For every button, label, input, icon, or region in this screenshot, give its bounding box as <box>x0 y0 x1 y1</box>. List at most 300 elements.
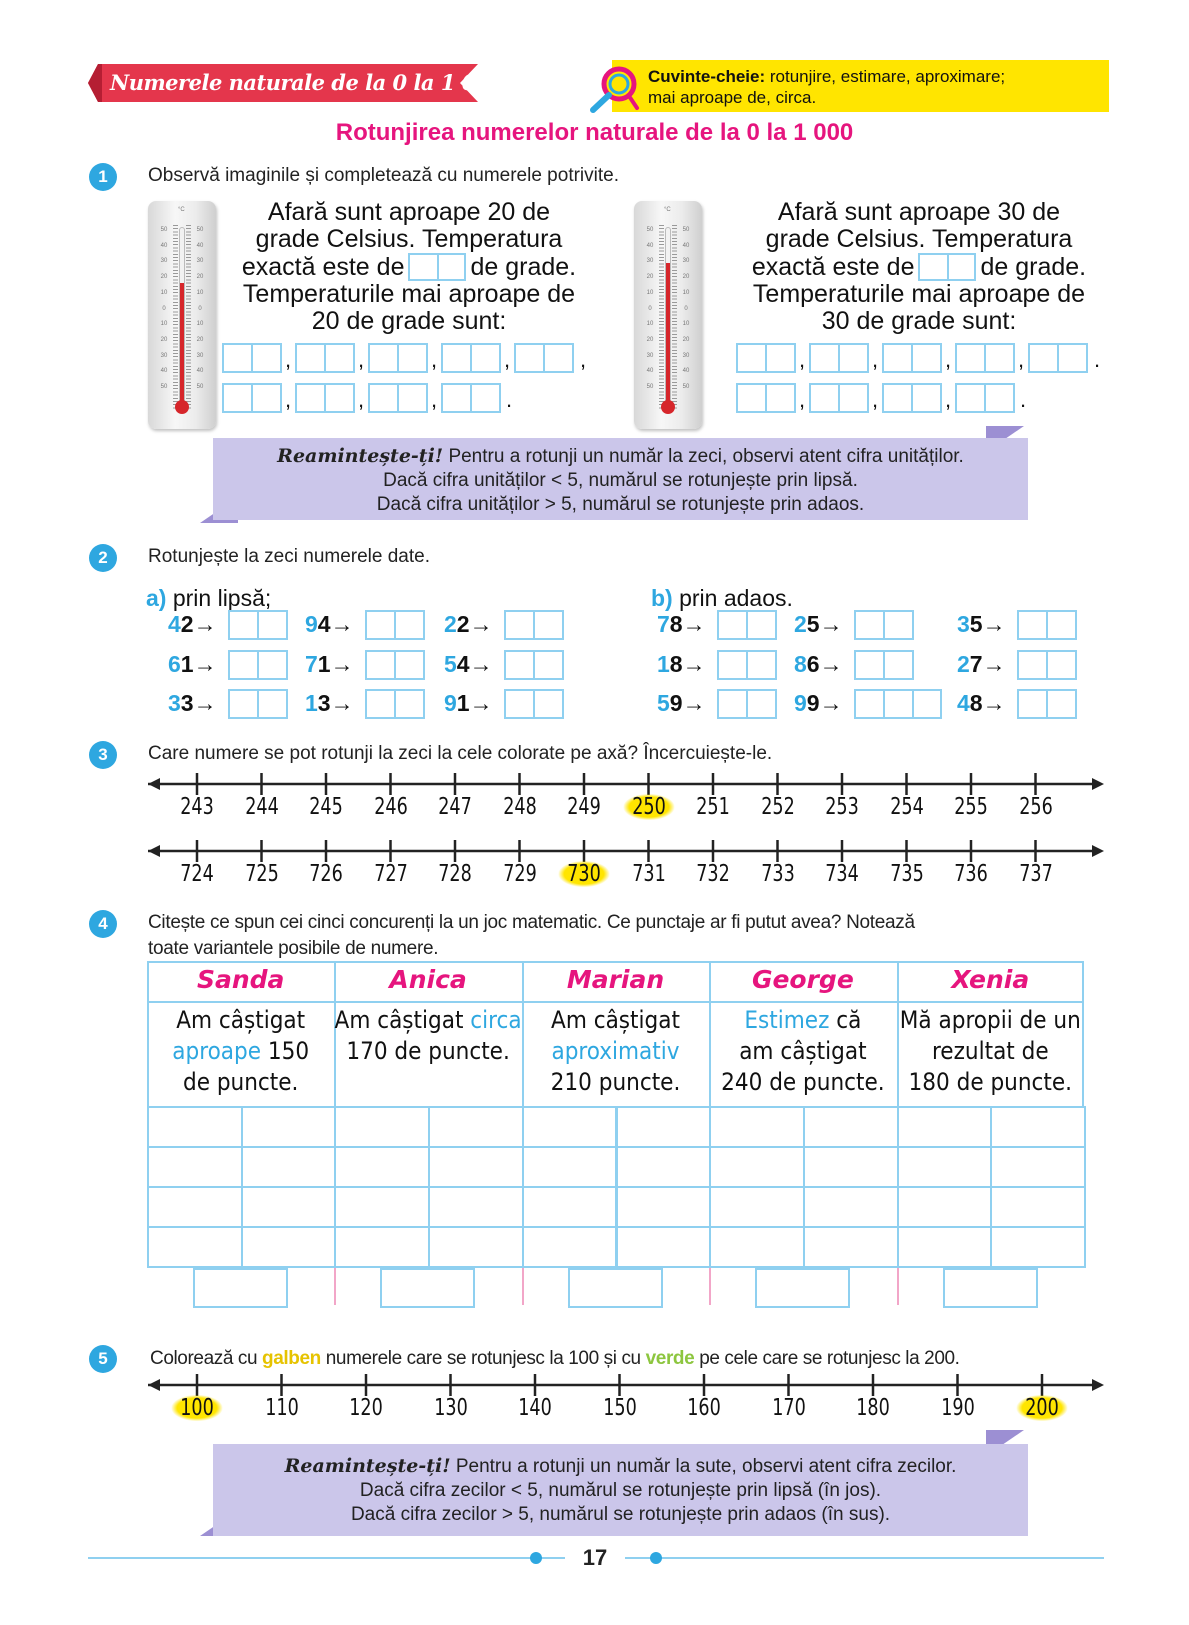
digit-units: 3 <box>317 690 331 716</box>
digit-tens: 4 <box>957 690 970 716</box>
axis-label[interactable]: 737 <box>1018 861 1053 887</box>
answer-cell[interactable] <box>334 1226 430 1268</box>
axis-label[interactable]: 256 <box>1018 794 1053 820</box>
thermo-scale-label: 50 <box>196 384 204 391</box>
answer-box[interactable] <box>717 689 777 719</box>
quote-line: de puncte. <box>182 1068 299 1096</box>
quote-line <box>897 1005 1084 1036</box>
quote-line: 240 de puncte. <box>721 1068 885 1096</box>
comma: , <box>799 347 806 372</box>
thermo-ticks <box>186 225 191 409</box>
axis-label[interactable]: 140 <box>518 1395 552 1421</box>
digit-units: 8 <box>669 611 683 637</box>
axis-label[interactable]: 728 <box>438 861 472 887</box>
answer-cell[interactable] <box>897 1226 993 1268</box>
axis-label[interactable]: 190 <box>940 1395 975 1421</box>
axis-label[interactable]: 246 <box>373 794 408 820</box>
answer-cell[interactable] <box>380 1268 475 1308</box>
answer-cell[interactable] <box>568 1268 663 1308</box>
reminder-line: Pentru a rotunji un număr la zeci, observi atent cifra unităților. <box>448 446 964 467</box>
answer-cell[interactable] <box>943 1268 1038 1308</box>
answer-cell[interactable] <box>334 1186 430 1228</box>
answer-cell[interactable] <box>990 1226 1086 1268</box>
answer-box[interactable] <box>717 610 777 640</box>
rounding-item <box>444 651 493 678</box>
answer-box[interactable] <box>228 689 288 719</box>
quote-part: Am câștigat <box>176 1006 306 1034</box>
arrow-icon: → <box>469 690 493 716</box>
axis-label[interactable]: 245 <box>309 794 343 820</box>
arrow-icon: → <box>682 611 706 637</box>
quote-line: 210 puncte. <box>550 1068 681 1096</box>
quote-line <box>334 1005 521 1036</box>
exercise-1-right-text <box>728 199 1110 335</box>
digit-units: 2 <box>456 611 470 637</box>
thermo-scale-label: 40 <box>682 368 690 375</box>
digit-tens: 3 <box>168 690 181 716</box>
left-text-part: exactă este de <box>241 253 405 281</box>
answer-box[interactable] <box>365 689 425 719</box>
answer-box[interactable] <box>365 610 425 640</box>
quote-part: Am câștigat <box>551 1006 680 1034</box>
arrow-icon: → <box>682 651 706 677</box>
reminder-heading: Reamintește-ți! <box>284 1455 451 1477</box>
reminder-box-2 <box>213 1444 1028 1536</box>
thermo-scale-left <box>642 223 658 396</box>
answer-cell[interactable] <box>616 1146 712 1188</box>
comma: , <box>872 387 879 412</box>
answer-cell[interactable] <box>334 1146 430 1188</box>
axis-label[interactable]: 731 <box>631 861 666 887</box>
digit-tens: 4 <box>168 611 181 637</box>
digit-units: 1 <box>317 651 331 677</box>
arrow-right-icon <box>1092 1379 1104 1391</box>
exercise-5-instruction <box>150 1348 960 1370</box>
thermo-ticks <box>672 225 677 409</box>
thermo-scale-label: 20 <box>682 336 690 343</box>
quote-part: rezultat de <box>931 1037 1049 1065</box>
quote-line <box>522 1036 709 1067</box>
right-text-part: de grade. <box>980 253 1087 281</box>
answer-box[interactable] <box>717 650 777 680</box>
thermo-scale-label: 50 <box>646 384 654 391</box>
thermo-scale-label: 50 <box>160 384 168 391</box>
comma: , <box>945 347 952 372</box>
answer-box[interactable] <box>295 343 355 373</box>
axis-label[interactable]: 725 <box>244 861 279 887</box>
axis-label[interactable]: 248 <box>502 794 537 820</box>
comma: , <box>945 387 952 412</box>
answer-box[interactable] <box>882 343 942 373</box>
arrow-icon: → <box>193 651 217 677</box>
rounding-item <box>305 651 354 678</box>
answer-cell[interactable] <box>428 1226 524 1268</box>
thermo-scale-label: 10 <box>196 321 204 328</box>
right-exact-temp-box[interactable] <box>918 253 976 281</box>
thermo-bulb <box>175 400 189 414</box>
arrow-left-icon <box>148 845 160 857</box>
contestant-quote <box>522 1005 709 1098</box>
page-title: Rotunjirea numerelor naturale de la 0 la 1 000 <box>335 119 854 146</box>
answer-cell[interactable] <box>522 1226 618 1268</box>
thermo-scale-label: 30 <box>196 258 204 265</box>
answer-cell[interactable] <box>241 1226 337 1268</box>
answer-cell[interactable] <box>522 1186 618 1228</box>
keywords-label: Cuvinte-cheie: <box>648 67 766 86</box>
answer-cell[interactable] <box>897 1146 993 1188</box>
footer-dot <box>530 1552 542 1564</box>
answer-box[interactable] <box>228 610 288 640</box>
thermo-scale-label: 30 <box>682 352 690 359</box>
quote-part: că <box>829 1006 862 1034</box>
answer-cell[interactable] <box>147 1106 243 1148</box>
answer-box[interactable] <box>955 343 1015 373</box>
left-exact-temp-box[interactable] <box>408 253 466 281</box>
answer-cell[interactable] <box>241 1106 337 1148</box>
quote-line: 180 de puncte. <box>908 1068 1073 1096</box>
left-text-line <box>218 253 600 281</box>
answer-cell[interactable] <box>990 1186 1086 1228</box>
axis-label[interactable]: 253 <box>825 794 859 820</box>
digit-tens: 1 <box>305 690 318 716</box>
thermo-scale-left <box>156 223 172 396</box>
axis-label[interactable]: 730 <box>559 861 610 887</box>
axis-label[interactable]: 247 <box>438 794 472 820</box>
contestant-quote <box>147 1005 334 1098</box>
left-text-line: grade Celsius. Temperatura <box>255 225 563 253</box>
quote-line <box>897 1036 1084 1067</box>
answer-box[interactable] <box>504 689 564 719</box>
exercise-3-instruction: Care numere se pot rotunji la zeci la cele colorate pe axă? Încercuiește-le. <box>148 743 773 764</box>
part-b-letter: b) <box>651 585 673 611</box>
digit-units: 8 <box>969 690 983 716</box>
comma: , <box>799 387 806 412</box>
thermo-scale-label: 40 <box>196 368 204 375</box>
instr-part: pe cele care se rotunjesc la 200. <box>694 1348 960 1369</box>
answer-cell[interactable] <box>709 1226 805 1268</box>
answer-box[interactable] <box>1028 343 1088 373</box>
answer-box[interactable] <box>222 383 282 413</box>
thermo-mercury <box>666 263 670 403</box>
quote-part: 170 de puncte. <box>346 1037 510 1065</box>
axis-label[interactable]: 726 <box>309 861 343 887</box>
thermo-scale-label: 30 <box>646 352 654 359</box>
answer-box[interactable] <box>514 343 574 373</box>
period: . <box>506 387 513 412</box>
part-b-text: prin adaos. <box>679 585 793 611</box>
digit-units: 3 <box>180 690 194 716</box>
answer-box[interactable] <box>882 383 942 413</box>
answer-box[interactable] <box>809 383 869 413</box>
arrow-right-icon <box>1092 778 1104 790</box>
answer-cell[interactable] <box>428 1186 524 1228</box>
rounding-item <box>657 690 706 717</box>
rounding-item <box>657 651 706 678</box>
answer-box[interactable] <box>441 383 501 413</box>
answer-box[interactable] <box>365 650 425 680</box>
thermo-scale-label: 10 <box>682 321 690 328</box>
digit-units: 1 <box>456 690 470 716</box>
axis-label[interactable]: 733 <box>760 861 795 887</box>
keywords-line-2: mai aproape de, circa. <box>648 88 817 107</box>
axis-label[interactable]: 249 <box>567 794 601 820</box>
quote-line <box>709 1036 896 1067</box>
arrow-icon: → <box>330 690 354 716</box>
left-text-line: Temperaturile mai aproape de <box>242 280 576 308</box>
instr-part: Colorează cu <box>150 1348 263 1369</box>
arrow-icon: → <box>330 651 354 677</box>
answer-cell[interactable] <box>709 1186 805 1228</box>
thermo-scale-label: 0 <box>198 305 202 312</box>
thermo-scale-label: 40 <box>646 242 654 249</box>
answer-cell[interactable] <box>241 1186 337 1228</box>
axis-label[interactable]: 735 <box>889 861 924 887</box>
answer-box[interactable] <box>504 650 564 680</box>
thermometer-right <box>634 201 702 429</box>
reminder-line: Dacă cifra unităților < 5, numărul se rotunjește prin lipsă. <box>383 470 858 491</box>
period: . <box>1020 387 1027 412</box>
period: . <box>1094 347 1101 372</box>
thermo-scale-label: 40 <box>646 368 654 375</box>
answer-box[interactable] <box>1017 689 1077 719</box>
exercise-5-number: 5 <box>89 1345 117 1373</box>
answer-cell[interactable] <box>755 1268 850 1308</box>
contestant-name: Anica <box>389 965 467 994</box>
axis-label[interactable]: 252 <box>760 794 795 820</box>
axis-label[interactable]: 130 <box>433 1395 468 1421</box>
answer-box[interactable] <box>441 343 501 373</box>
answer-cell[interactable] <box>803 1146 899 1188</box>
arrow-icon: → <box>330 611 354 637</box>
answer-cell[interactable] <box>897 1186 993 1228</box>
reminder-box-1 <box>213 438 1028 520</box>
answer-cell[interactable] <box>990 1146 1086 1188</box>
answer-cell[interactable] <box>241 1146 337 1188</box>
digit-tens: 9 <box>794 690 807 716</box>
answer-cell[interactable] <box>803 1186 899 1228</box>
answer-box[interactable] <box>228 650 288 680</box>
answer-box[interactable] <box>1017 610 1077 640</box>
exercise-4-instruction-line-1: Citește ce spun cei cinci concurenți la un joc matematic. Ce punctaje ar fi putut avea? Notează <box>148 912 915 933</box>
axis-label[interactable]: 150 <box>602 1395 637 1421</box>
answer-cell[interactable] <box>709 1106 805 1148</box>
axis-label[interactable]: 736 <box>954 861 988 887</box>
rounding-item <box>444 611 493 638</box>
answer-cell[interactable] <box>147 1226 243 1268</box>
answer-cell[interactable] <box>897 1106 993 1148</box>
thermo-unit: °C <box>664 207 671 213</box>
answer-cell[interactable] <box>193 1268 288 1308</box>
answer-box[interactable] <box>368 343 428 373</box>
digit-tens: 3 <box>957 611 970 637</box>
answer-cell[interactable] <box>616 1106 712 1148</box>
digit-units: 4 <box>456 651 470 677</box>
axis-label[interactable]: 251 <box>696 794 730 820</box>
arrow-left-icon <box>148 778 160 790</box>
thermo-scale-label: 50 <box>160 227 168 233</box>
digit-units: 4 <box>317 611 331 637</box>
thermo-scale-label: 40 <box>160 242 168 249</box>
quote-part: Mă apropii de un <box>899 1006 1081 1034</box>
quote-part: 150 <box>261 1037 310 1065</box>
thermo-scale-label: 50 <box>682 227 690 233</box>
exercise-3-number: 3 <box>89 741 117 769</box>
magnifier-icon <box>585 62 645 114</box>
answer-box[interactable] <box>295 383 355 413</box>
axis-label[interactable]: 255 <box>954 794 988 820</box>
thermo-scale-label: 0 <box>648 305 652 312</box>
arrow-icon: → <box>819 611 843 637</box>
chapter-banner <box>88 64 505 102</box>
axis-label[interactable]: 729 <box>502 861 537 887</box>
thermo-scale-label: 50 <box>646 227 654 233</box>
contestant-name: Marian <box>566 965 665 994</box>
page-number: 17 <box>565 1545 625 1571</box>
digit-tens: 2 <box>794 611 807 637</box>
axis-label[interactable]: 732 <box>696 861 730 887</box>
answer-box[interactable] <box>736 343 796 373</box>
thermo-scale-label: 10 <box>682 289 690 296</box>
answer-box[interactable] <box>504 610 564 640</box>
left-text-line: 20 de grade sunt: <box>311 307 507 335</box>
thermo-scale-label: 40 <box>196 242 204 249</box>
exercise-4-instruction-line-2: toate variantele posibile de numere. <box>148 938 439 959</box>
digit-tens: 5 <box>444 651 457 677</box>
answer-box[interactable] <box>368 383 428 413</box>
thermometer-left <box>148 201 216 429</box>
instr-yellow: galben <box>262 1348 321 1369</box>
thermo-scale-label: 0 <box>162 305 166 312</box>
axis-label[interactable]: 170 <box>771 1395 806 1421</box>
axis-label[interactable]: 243 <box>180 794 214 820</box>
answer-cell[interactable] <box>428 1106 524 1148</box>
answer-cell[interactable] <box>522 1146 618 1188</box>
left-text-line: Afară sunt aproape 20 de <box>267 198 551 226</box>
answer-cell[interactable] <box>803 1226 899 1268</box>
reminder-line: Dacă cifra zecilor < 5, numărul se rotunjește prin lipsă (în jos). <box>359 1480 882 1501</box>
axis-label[interactable]: 120 <box>349 1395 383 1421</box>
digit-units: 2 <box>180 611 194 637</box>
arrow-icon: → <box>982 651 1006 677</box>
axis-label[interactable]: 254 <box>889 794 924 820</box>
comma: , <box>358 347 365 372</box>
right-text-line: grade Celsius. Temperatura <box>765 225 1073 253</box>
answer-cell[interactable] <box>334 1106 430 1148</box>
axis-label[interactable]: 727 <box>373 861 408 887</box>
thermo-scale-label: 10 <box>160 289 168 296</box>
comma: , <box>285 387 292 412</box>
answer-cell[interactable] <box>147 1186 243 1228</box>
answer-cell[interactable] <box>803 1106 899 1148</box>
axis-label[interactable]: 180 <box>856 1395 890 1421</box>
axis-label[interactable]: 734 <box>825 861 859 887</box>
thermo-scale-label: 20 <box>196 274 204 281</box>
axis-label[interactable]: 250 <box>623 794 674 820</box>
axis-label[interactable]: 110 <box>264 1395 299 1421</box>
comma: , <box>358 387 365 412</box>
rounding-item <box>957 651 1006 678</box>
rounding-item <box>168 611 217 638</box>
rounding-item <box>657 611 706 638</box>
answer-cell[interactable] <box>147 1146 243 1188</box>
answer-box[interactable] <box>955 383 1015 413</box>
thermo-scale-label: 20 <box>160 274 168 281</box>
axis-label[interactable]: 100 <box>172 1395 223 1421</box>
digit-units: 8 <box>669 651 683 677</box>
thermo-scale-label: 50 <box>196 227 204 233</box>
axis-label[interactable]: 160 <box>687 1395 721 1421</box>
answer-box[interactable] <box>1017 650 1077 680</box>
arrow-icon: → <box>982 690 1006 716</box>
exercise-1-instruction: Observă imaginile și completează cu numerele potrivite. <box>148 165 619 186</box>
axis-label[interactable]: 200 <box>1017 1395 1068 1421</box>
arrow-icon: → <box>193 690 217 716</box>
thermo-scale-label: 40 <box>160 368 168 375</box>
digit-tens: 5 <box>657 690 670 716</box>
axis-label[interactable]: 244 <box>244 794 279 820</box>
quote-keyword: aproape <box>172 1037 262 1065</box>
rounding-item <box>957 611 1006 638</box>
thermo-scale-label: 30 <box>682 258 690 265</box>
rounding-item <box>168 690 217 717</box>
answer-box[interactable] <box>809 343 869 373</box>
answer-box[interactable] <box>854 610 914 640</box>
quote-line <box>147 1036 334 1067</box>
digit-tens: 6 <box>168 651 181 677</box>
answer-box[interactable] <box>854 689 942 719</box>
quote-line <box>147 1005 334 1036</box>
rounding-item <box>168 651 217 678</box>
contestant-name: Xenia <box>951 965 1030 994</box>
comma: , <box>504 347 511 372</box>
rounding-item <box>957 690 1006 717</box>
reminder-line: Dacă cifra unităților > 5, numărul se rotunjește prin adaos. <box>376 494 865 515</box>
table-divider <box>147 1001 1084 1003</box>
answer-cell[interactable] <box>616 1186 712 1228</box>
comma: , <box>431 387 438 412</box>
digit-tens: 7 <box>305 651 318 677</box>
digit-units: 5 <box>969 611 983 637</box>
thermo-mercury <box>180 283 184 403</box>
right-text-line: Temperaturile mai aproape de <box>752 280 1086 308</box>
answer-box[interactable] <box>854 650 914 680</box>
answer-box[interactable] <box>736 383 796 413</box>
contestant-quote <box>334 1005 521 1067</box>
digit-units: 9 <box>669 690 683 716</box>
thermo-scale-label: 20 <box>646 274 654 281</box>
answer-cell[interactable] <box>616 1226 712 1268</box>
digit-units: 1 <box>180 651 194 677</box>
arrow-icon: → <box>819 651 843 677</box>
answer-cell[interactable] <box>709 1146 805 1188</box>
chapter-title: Numerele naturale de la 0 la 1 000 <box>110 70 505 95</box>
answer-cell[interactable] <box>522 1106 618 1148</box>
rounding-item <box>794 690 843 717</box>
thermo-scale-label: 20 <box>682 274 690 281</box>
answer-box[interactable] <box>222 343 282 373</box>
answer-cell[interactable] <box>428 1146 524 1188</box>
thermo-unit: °C <box>178 207 185 213</box>
quote-line <box>334 1036 521 1067</box>
answer-cell[interactable] <box>990 1106 1086 1148</box>
thermo-scale-label: 40 <box>682 242 690 249</box>
digit-units: 5 <box>806 611 820 637</box>
instr-green: verde <box>645 1348 695 1369</box>
axis-label[interactable]: 724 <box>180 861 214 887</box>
part-b-label <box>651 585 793 612</box>
footer-dot <box>650 1552 662 1564</box>
quote-keyword: Estimez <box>744 1006 830 1034</box>
